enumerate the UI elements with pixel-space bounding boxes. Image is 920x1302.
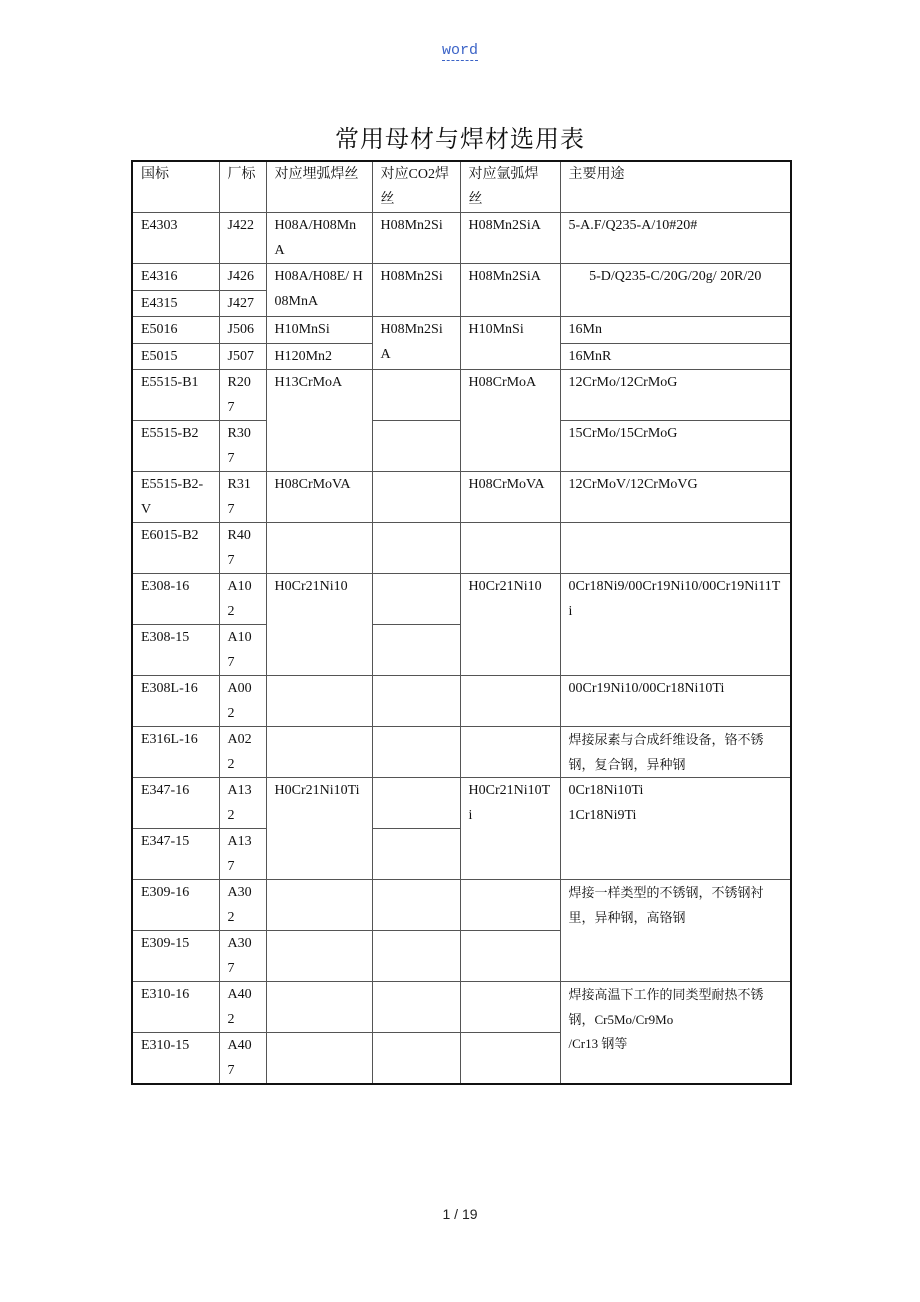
table-cell: A407 xyxy=(219,1033,266,1085)
table-cell: A402 xyxy=(219,982,266,1033)
table-cell: H08Mn2SiA xyxy=(372,317,460,370)
table-cell: 15CrMo/15CrMoG xyxy=(560,421,791,472)
table-cell: H08Mn2Si xyxy=(372,213,460,264)
table-cell: H13CrMoA xyxy=(266,370,372,472)
table-cell: H08Mn2SiA xyxy=(460,213,560,264)
table-cell: H08Mn2Si xyxy=(372,264,460,317)
material-selection-table xyxy=(131,160,792,1085)
table-cell xyxy=(372,778,460,829)
table-cell xyxy=(266,727,372,778)
table-cell: 16Mn xyxy=(560,317,791,344)
table-cell: 00Cr19Ni10/00Cr18Ni10Ti xyxy=(560,676,791,727)
table-cell: E308L-16 xyxy=(132,676,219,727)
table-cell: E316L-16 xyxy=(132,727,219,778)
header-gb: 国标 xyxy=(132,161,219,213)
table-cell xyxy=(460,676,560,727)
table-cell xyxy=(266,880,372,931)
table-cell: 5-A.F/Q235-A/10#20# xyxy=(560,213,791,264)
header-word-link[interactable] xyxy=(0,42,920,59)
table-row xyxy=(132,727,791,778)
table-cell: E5515-B2-V xyxy=(132,472,219,523)
table-cell: H0Cr21Ni10Ti xyxy=(266,778,372,880)
table-cell: E308-16 xyxy=(132,574,219,625)
header-main-use: 主要用途 xyxy=(560,161,791,213)
table-row xyxy=(132,264,791,291)
table-cell xyxy=(372,880,460,931)
table-cell: H08Mn2SiA xyxy=(460,264,560,317)
table-cell xyxy=(266,982,372,1033)
table-cell: H0Cr21Ni10Ti xyxy=(460,778,560,880)
table-cell: 0Cr18Ni9/00Cr19Ni10/00Cr19Ni11Ti xyxy=(560,574,791,676)
table-cell xyxy=(460,727,560,778)
table-cell: R317 xyxy=(219,472,266,523)
table-cell: 焊接一样类型的不锈钢，不锈钢衬里，异种钢，高铬钢 xyxy=(560,880,791,982)
table-row xyxy=(132,317,791,344)
table-cell xyxy=(460,982,560,1033)
table-cell: H08CrMoA xyxy=(460,370,560,472)
table-cell: J422 xyxy=(219,213,266,264)
table-cell: R207 xyxy=(219,370,266,421)
table-cell xyxy=(266,931,372,982)
table-cell: J506 xyxy=(219,317,266,344)
table-cell: 焊接尿素与合成纤维设备，铬不锈钢，复合钢，异种钢 xyxy=(560,727,791,778)
table-row xyxy=(132,574,791,625)
table-cell: 12CrMo/12CrMoG xyxy=(560,370,791,421)
table-cell xyxy=(460,1033,560,1085)
table-cell: E347-15 xyxy=(132,829,219,880)
table-cell: E5015 xyxy=(132,343,219,370)
table-cell: E310-15 xyxy=(132,1033,219,1085)
table-cell xyxy=(460,931,560,982)
table-cell xyxy=(372,625,460,676)
table-row xyxy=(132,778,791,829)
table-cell: H10MnSi xyxy=(460,317,560,370)
table-cell: E4316 xyxy=(132,264,219,291)
table-cell: H0Cr21Ni10 xyxy=(266,574,372,676)
table-row xyxy=(132,370,791,421)
use-line: 焊接高温下工作的同类型耐热不锈钢，Cr5Mo/Cr9Mo xyxy=(568,987,764,1027)
table-cell: H08A/H08E/ H08MnA xyxy=(266,264,372,317)
table-cell: 5-D/Q235-C/20G/20g/ 20R/20 xyxy=(560,264,791,317)
table-header-row xyxy=(132,161,791,213)
header-tig-wire: 对应氩弧焊丝 xyxy=(460,161,560,213)
table-cell xyxy=(460,523,560,574)
table-cell: H0Cr21Ni10 xyxy=(460,574,560,676)
table-row xyxy=(132,676,791,727)
table-cell xyxy=(372,982,460,1033)
table-cell: E309-16 xyxy=(132,880,219,931)
header-co2-wire: 对应CO2焊丝 xyxy=(372,161,460,213)
use-line: 0Cr18Ni10Ti xyxy=(568,783,644,798)
table-cell: A137 xyxy=(219,829,266,880)
table-row xyxy=(132,523,791,574)
table-cell xyxy=(372,523,460,574)
table-cell: E308-15 xyxy=(132,625,219,676)
table-cell: R307 xyxy=(219,421,266,472)
table-cell xyxy=(266,523,372,574)
table-cell xyxy=(372,370,460,421)
use-line: /Cr13 钢等 xyxy=(568,1036,628,1051)
table-cell: A132 xyxy=(219,778,266,829)
page-number: 1 / 19 xyxy=(442,1206,478,1222)
table-cell xyxy=(266,1033,372,1085)
table-cell xyxy=(372,574,460,625)
table-cell xyxy=(372,421,460,472)
use-line: 1Cr18Ni9Ti xyxy=(568,807,637,823)
table-cell: E5515-B1 xyxy=(132,370,219,421)
table-cell: H120Mn2 xyxy=(266,343,372,370)
table-cell: A307 xyxy=(219,931,266,982)
table-row xyxy=(132,213,791,264)
document-title: 常用母材与焊材选用表 xyxy=(335,127,585,153)
table-cell: H08CrMoVA xyxy=(460,472,560,523)
table-cell xyxy=(560,778,791,880)
table-cell xyxy=(560,523,791,574)
table-cell: E4315 xyxy=(132,290,219,317)
table-cell xyxy=(372,676,460,727)
table-cell: J426 xyxy=(219,264,266,291)
table-cell: E6015-B2 xyxy=(132,523,219,574)
table-cell: A002 xyxy=(219,676,266,727)
table-cell xyxy=(372,727,460,778)
table-cell: H10MnSi xyxy=(266,317,372,344)
table-cell xyxy=(372,1033,460,1085)
table-cell xyxy=(372,829,460,880)
table-row xyxy=(132,982,791,1033)
table-cell: E310-16 xyxy=(132,982,219,1033)
table-cell: 12CrMoV/12CrMoVG xyxy=(560,472,791,523)
table-cell xyxy=(460,880,560,931)
table-cell: H08A/H08MnA xyxy=(266,213,372,264)
table-cell: E5016 xyxy=(132,317,219,344)
table-cell: E347-16 xyxy=(132,778,219,829)
table-cell: A302 xyxy=(219,880,266,931)
header-saw-wire: 对应埋弧焊丝 xyxy=(266,161,372,213)
table-cell xyxy=(372,472,460,523)
table-cell: 16MnR xyxy=(560,343,791,370)
table-cell xyxy=(266,676,372,727)
header-link-text[interactable]: word xyxy=(441,42,478,59)
table-cell: J507 xyxy=(219,343,266,370)
table-cell xyxy=(372,931,460,982)
table-cell: E309-15 xyxy=(132,931,219,982)
table-cell: A102 xyxy=(219,574,266,625)
table-row xyxy=(132,472,791,523)
table-cell: H08CrMoVA xyxy=(266,472,372,523)
table-cell: A022 xyxy=(219,727,266,778)
header-factory: 厂标 xyxy=(219,161,266,213)
table-cell: E5515-B2 xyxy=(132,421,219,472)
table-cell: E4303 xyxy=(132,213,219,264)
table-cell: A107 xyxy=(219,625,266,676)
table-cell: J427 xyxy=(219,290,266,317)
table-cell: R407 xyxy=(219,523,266,574)
table-cell xyxy=(560,982,791,1085)
table-row xyxy=(132,880,791,931)
